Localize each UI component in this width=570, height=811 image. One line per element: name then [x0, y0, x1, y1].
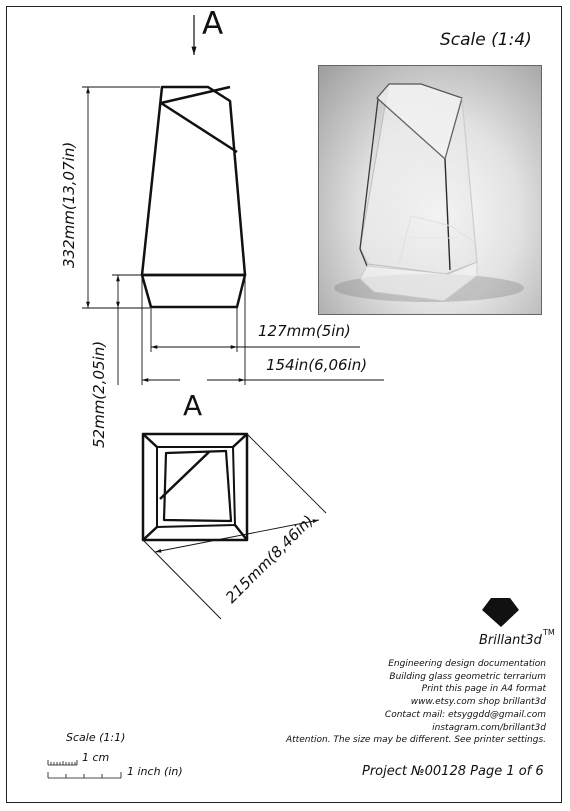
project-info-block [286, 658, 546, 747]
info-line: Print this page in A4 format [421, 684, 546, 695]
section-label-bottom: A [183, 389, 203, 422]
dim-height-base: 52mm(2,05in) [90, 340, 108, 448]
scale-bar-cm-label: 1 cm [82, 751, 110, 764]
terrarium-render-illustration [319, 66, 542, 315]
drawing-scale-label: Scale (1:4) [440, 30, 532, 50]
info-line: Attention. The size may be different. See printer settings. [286, 735, 546, 746]
scale-bar-inch-label: 1 inch (in) [127, 765, 183, 778]
front-facet-diagonal [161, 103, 237, 152]
dim-width-outer: 154in(6,06in) [266, 356, 368, 374]
terrarium-render [318, 65, 542, 315]
info-line: www.etsy.com shop brillant3d [410, 697, 546, 708]
dim-diagonal: 215mm(8,46in) [222, 511, 318, 607]
info-line: instagram.com/brillant3d [432, 722, 546, 733]
front-base-outline [142, 275, 245, 307]
dim-width-inner: 127mm(5in) [258, 322, 351, 340]
info-line: Contact mail: etsyggdd@gmail.com [384, 709, 546, 720]
front-view [142, 87, 245, 307]
front-body-outline [142, 87, 245, 275]
scale-bar-title: Scale (1:1) [66, 731, 126, 744]
brand-name: Brillant3d [479, 633, 542, 648]
top-inner-square [157, 447, 235, 527]
info-line: Engineering design documentation [388, 659, 546, 669]
dim-height-total: 332mm(13,07in) [60, 141, 78, 268]
brand-trademark: TM [543, 628, 555, 637]
project-page-label: Project №00128 Page 1 of 6 [362, 764, 544, 779]
top-facet-diagonal [160, 452, 209, 499]
section-label-top: A [202, 6, 224, 42]
brand-logo-diamond [482, 598, 519, 627]
info-line: Building glass geometric terrarium [389, 671, 546, 682]
top-view [143, 434, 247, 540]
